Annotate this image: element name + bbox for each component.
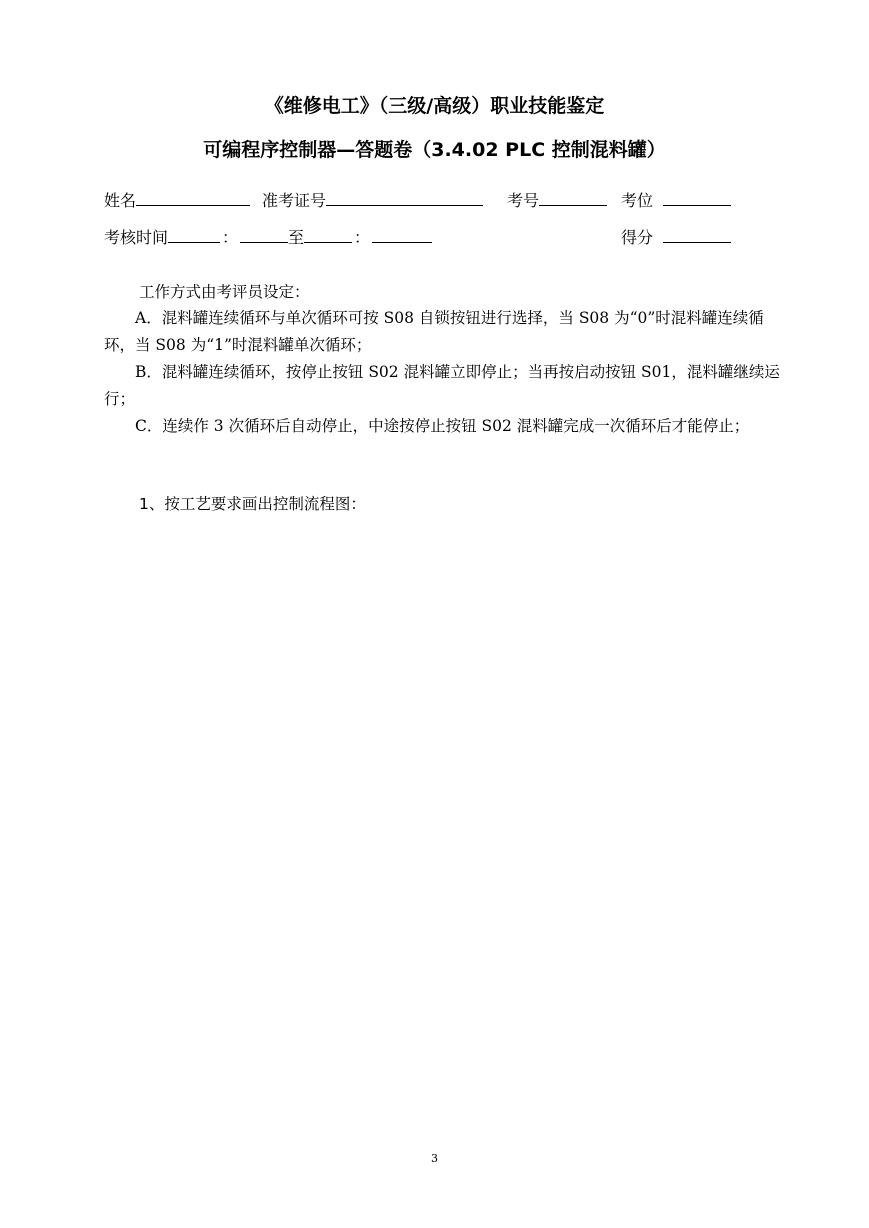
- end-minute-blank[interactable]: [372, 226, 432, 243]
- score-blank[interactable]: [663, 226, 731, 243]
- exam-subtitle: 可编程序控制器—答题卷（3.4.02 PLC 控制混料罐）: [203, 139, 666, 161]
- name-label: 姓名: [104, 191, 137, 210]
- score-label: 得分: [621, 228, 654, 247]
- time-colon: ：: [222, 228, 239, 247]
- exam-number-label: 考号: [507, 191, 540, 210]
- exam-title: 《维修电工》（三级/高级）职业技能鉴定: [264, 95, 605, 117]
- exam-ticket-label: 准考证号: [262, 191, 327, 210]
- seat-blank[interactable]: [663, 189, 731, 206]
- exam-ticket-blank[interactable]: [326, 189, 483, 206]
- time-row: [104, 226, 432, 248]
- start-hour-blank[interactable]: [168, 226, 220, 243]
- instruction-a: A．混料罐连续循环与单次循环可按 S08 自锁按钮进行选择，当 S08 为“0”时混料罐连续循环，当 S08 为“1”时混料罐单次循环；: [104, 309, 764, 354]
- question-1: 1、按工艺要求画出控制流程图：: [139, 495, 366, 513]
- seat-row: [621, 189, 731, 211]
- score-row: [621, 226, 731, 248]
- exam-ticket-row: [262, 189, 483, 211]
- instruction-b: B．混料罐连续循环，按停止按钮 S02 混料罐立即停止；当再按启动按钮 S01，混料罐继续运行；: [104, 363, 780, 408]
- end-hour-blank[interactable]: [304, 226, 352, 243]
- name-row: [104, 189, 250, 211]
- page-number: 3: [431, 1152, 438, 1165]
- time-label: 考核时间: [104, 228, 169, 247]
- exam-number-row: [507, 189, 607, 211]
- instructions-heading: 工作方式由考评员设定：: [139, 283, 310, 301]
- start-minute-blank[interactable]: [240, 226, 288, 243]
- exam-number-blank[interactable]: [539, 189, 607, 206]
- seat-label: 考位: [621, 191, 654, 210]
- instruction-c: C．连续作 3 次循环后自动停止，中途按停止按钮 S02 混料罐完成一次循环后才能停止；: [135, 417, 750, 435]
- name-blank[interactable]: [136, 189, 250, 206]
- to-label: 至: [288, 228, 305, 247]
- time-colon-2: ：: [354, 228, 371, 247]
